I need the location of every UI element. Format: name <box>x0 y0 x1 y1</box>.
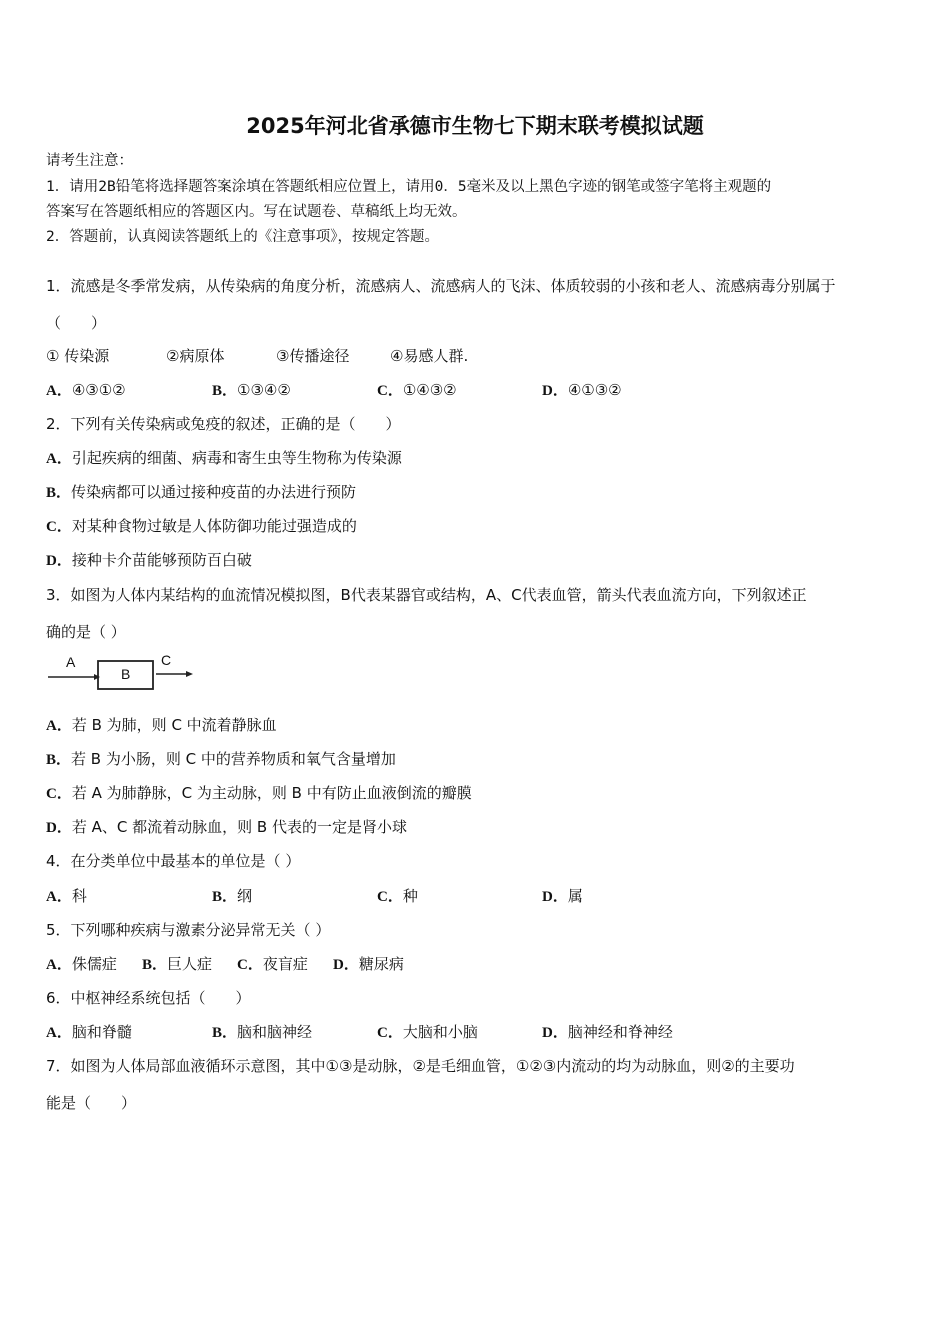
question-stem: 4．在分类单位中最基本的单位是（ ） <box>46 852 301 870</box>
option-c[interactable]: C．若 A 为肺静脉，C 为主动脉，则 B 中有防止血液倒流的瓣膜 <box>46 784 472 802</box>
option-b[interactable]: B．①③④② <box>212 381 291 399</box>
question-stem: 3．如图为人体内某结构的血流情况模拟图，B代表某器官或结构，A、C代表血管，箭头代表血流方向，下列叙述正 <box>46 586 807 604</box>
question-stem: 2．下列有关传染病或兔疫的叙述，正确的是（ ） <box>46 415 401 433</box>
option-d[interactable]: D．④①③② <box>542 381 622 399</box>
option-c[interactable]: C．种 <box>377 887 418 905</box>
vessel-c-label: C <box>161 652 172 668</box>
question-stem: 确的是（ ） <box>46 623 126 641</box>
option-d[interactable]: D．属 <box>542 887 583 905</box>
question-stem-blank: （ ） <box>46 314 107 332</box>
option-c[interactable]: C．大脑和小脑 <box>377 1023 478 1041</box>
notice-line: 2．答题前，认真阅读答题纸上的《注意事项》，按规定答题。 <box>46 229 439 245</box>
item-4: ④易感人群. <box>390 347 469 365</box>
option-a[interactable]: A．若 B 为肺，则 C 中流着静脉血 <box>46 716 277 734</box>
option-a[interactable]: A．科 <box>46 887 87 905</box>
option-d[interactable]: D．糖尿病 <box>333 955 404 973</box>
page-title: 2025年河北省承德市生物七下期末联考模拟试题 <box>246 114 704 138</box>
notice-line: 答案写在答题纸相应的答题区内。写在试题卷、草稿纸上均无效。 <box>46 204 467 220</box>
option-b[interactable]: B．脑和脑神经 <box>212 1023 313 1041</box>
option-a[interactable]: A．脑和脊髓 <box>46 1023 132 1041</box>
blood-flow-diagram <box>46 652 196 696</box>
question-stem: 5．下列哪种疾病与激素分泌异常无关（ ） <box>46 921 331 939</box>
option-c[interactable]: C．夜盲症 <box>237 955 308 973</box>
option-b[interactable]: B．若 B 为小肠，则 C 中的营养物质和氧气含量增加 <box>46 750 396 768</box>
option-c[interactable]: C．①④③② <box>377 381 457 399</box>
option-a[interactable]: A．引起疾病的细菌、病毒和寄生虫等生物称为传染源 <box>46 449 402 467</box>
option-b[interactable]: B．巨人症 <box>142 955 213 973</box>
notice-line: 1．请用2B铅笔将选择题答案涂填在答题纸相应位置上，请用0．5毫米及以上黑色字迹的钢笔或签字笔将主观题的 <box>46 179 772 195</box>
option-c[interactable]: C．对某种食物过敏是人体防御功能过强造成的 <box>46 517 357 535</box>
item-3: ③传播途径 <box>276 347 350 365</box>
vessel-a-label: A <box>66 654 76 670</box>
option-d[interactable]: D．若 A、C 都流着动脉血，则 B 代表的一定是肾小球 <box>46 818 407 836</box>
item-1: ① 传染源 <box>46 347 110 365</box>
option-a[interactable]: A．侏儒症 <box>46 955 117 973</box>
option-b[interactable]: B．纲 <box>212 887 253 905</box>
question-stem: 能是（ ） <box>46 1094 137 1112</box>
question-stem: 1．流感是冬季常发病，从传染病的角度分析，流感病人、流感病人的飞沫、体质较弱的小孩和老人、流感病毒分别属于 <box>46 277 836 295</box>
item-2: ②病原体 <box>166 347 225 365</box>
question-stem: 6．中枢神经系统包括（ ） <box>46 989 251 1007</box>
option-a[interactable]: A．④③①② <box>46 381 126 399</box>
option-d[interactable]: D．接种卡介苗能够预防百白破 <box>46 551 252 569</box>
option-d[interactable]: D．脑神经和脊神经 <box>542 1023 673 1041</box>
question-stem: 7．如图为人体局部血液循环示意图，其中①③是动脉，②是毛细血管，①②③内流动的均为动脉血，则②的主要功 <box>46 1057 795 1075</box>
organ-b-label: B <box>121 666 131 682</box>
notice-heading: 请考生注意： <box>46 153 133 169</box>
option-b[interactable]: B．传染病都可以通过接种疫苗的办法进行预防 <box>46 483 357 501</box>
